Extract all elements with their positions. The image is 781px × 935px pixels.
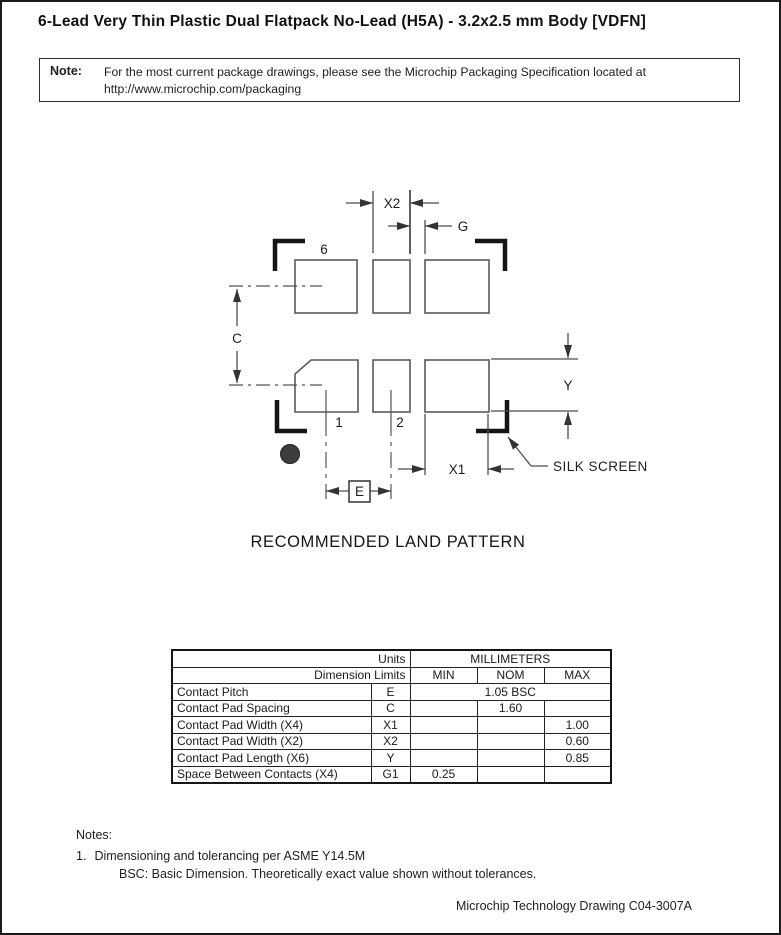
- pin-label-1: 1: [335, 415, 343, 430]
- dimensions-table: [171, 649, 612, 784]
- table-row-pad-width-x4: [172, 717, 611, 734]
- page-title: 6-Lead Very Thin Plastic Dual Flatpack No-Lead (H5A) - 3.2x2.5 mm Body [VDFN]: [38, 13, 646, 30]
- row-max-cell: 0.60: [544, 733, 611, 750]
- row-name-cell: Contact Pitch: [172, 684, 371, 701]
- row-symbol-cell: Y: [371, 750, 410, 767]
- pin-label-2: 2: [396, 415, 404, 430]
- table-header-units: [172, 650, 611, 667]
- drawing-number-footer: Microchip Technology Drawing C04-3007A: [455, 899, 692, 913]
- row-span-value-cell: 1.05 BSC: [410, 684, 611, 701]
- note-item-1: [76, 849, 365, 863]
- row-nom-cell: 1.60: [477, 700, 544, 717]
- row-min-cell: [410, 733, 477, 750]
- note-line-1: For the most current package drawings, please see the Microchip Packaging Specification located at: [104, 65, 646, 79]
- pad-3: [425, 360, 489, 412]
- dim-label-c: C: [232, 331, 242, 346]
- pad-4: [425, 260, 489, 313]
- row-name-cell: Space Between Contacts (X4): [172, 766, 371, 783]
- dim-label-x2: X2: [383, 196, 401, 211]
- row-max-cell: [544, 766, 611, 783]
- note-item-text: Dimensioning and tolerancing per ASME Y14.5M: [94, 849, 366, 863]
- row-nom-cell: [477, 750, 544, 767]
- row-nom-cell: [477, 766, 544, 783]
- row-max-cell: 1.00: [544, 717, 611, 734]
- notes-heading: Notes:: [76, 828, 113, 842]
- note-item-1-sub: BSC: Basic Dimension. Theoretically exact value shown without tolerances.: [119, 867, 537, 881]
- dim-label-g: G: [457, 219, 469, 234]
- pin-label-6: 6: [320, 242, 328, 257]
- silk-screen-leader-arrow: [508, 437, 531, 466]
- col-header-min: MIN: [410, 667, 477, 684]
- row-symbol-cell: C: [371, 700, 410, 717]
- units-label-cell: Units: [172, 650, 410, 667]
- note-item-number: 1.: [76, 849, 87, 863]
- extension-lines: [373, 190, 578, 475]
- col-header-max: MAX: [544, 667, 611, 684]
- table-row-pad-spacing: [172, 700, 611, 717]
- note-text: [104, 64, 646, 98]
- silk-screen-label: SILK SCREEN: [553, 459, 648, 474]
- contact-pads: [295, 260, 489, 412]
- dim-limits-cell: Dimension Limits: [172, 667, 410, 684]
- land-pattern-diagram: [187, 184, 667, 524]
- row-name-cell: Contact Pad Length (X6): [172, 750, 371, 767]
- row-symbol-cell: X1: [371, 717, 410, 734]
- row-nom-cell: [477, 717, 544, 734]
- note-box: [39, 58, 740, 102]
- row-name-cell: Contact Pad Width (X4): [172, 717, 371, 734]
- units-value-cell: MILLIMETERS: [410, 650, 611, 667]
- table-row-contact-pitch: [172, 684, 611, 701]
- table-row-space-between-contacts: [172, 766, 611, 783]
- row-nom-cell: [477, 733, 544, 750]
- dim-label-e: E: [354, 484, 365, 499]
- row-symbol-cell: G1: [371, 766, 410, 783]
- table-header-limits: [172, 667, 611, 684]
- pin1-indicator-dot: [281, 445, 300, 464]
- dim-label-y: Y: [563, 378, 573, 393]
- row-min-cell: [410, 717, 477, 734]
- row-symbol-cell: X2: [371, 733, 410, 750]
- table-row-pad-width-x2: [172, 733, 611, 750]
- row-max-cell: 0.85: [544, 750, 611, 767]
- row-max-cell: [544, 700, 611, 717]
- row-min-cell: [410, 700, 477, 717]
- dim-label-x1: X1: [448, 462, 466, 477]
- row-symbol-cell: E: [371, 684, 410, 701]
- col-header-nom: NOM: [477, 667, 544, 684]
- row-min-cell: [410, 750, 477, 767]
- row-min-cell: 0.25: [410, 766, 477, 783]
- diagram-caption: RECOMMENDED LAND PATTERN: [250, 533, 526, 551]
- note-line-2: http://www.microchip.com/packaging: [104, 82, 302, 96]
- pad-5: [373, 260, 410, 313]
- note-label: Note:: [50, 64, 82, 78]
- table-row-pad-length: [172, 750, 611, 767]
- row-name-cell: Contact Pad Spacing: [172, 700, 371, 717]
- row-name-cell: Contact Pad Width (X2): [172, 733, 371, 750]
